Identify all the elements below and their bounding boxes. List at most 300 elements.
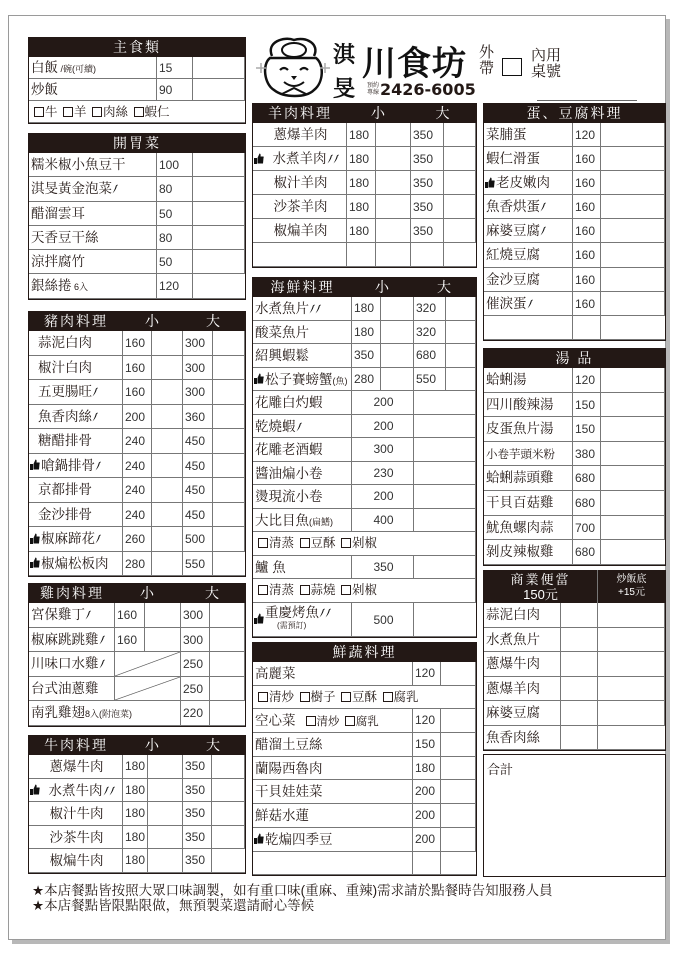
appetizer-section [28, 133, 246, 300]
item-price: 380 [573, 442, 601, 467]
vegetable-section [252, 642, 477, 876]
qty-cell[interactable] [601, 195, 665, 219]
large-price: 450 [183, 478, 213, 503]
item-price: 150 [573, 417, 601, 442]
dine-in-line-1: 內用 [531, 47, 562, 64]
qty-large-cell[interactable] [444, 147, 476, 171]
qty-large-cell[interactable] [213, 454, 245, 479]
qty-cell[interactable] [601, 147, 665, 171]
option-checkbox[interactable] [34, 107, 44, 117]
qty-small-cell[interactable] [148, 755, 183, 779]
qty-cell[interactable] [441, 780, 476, 804]
qty-large-cell[interactable] [444, 123, 476, 147]
qty-small-cell[interactable] [376, 219, 411, 243]
fried-rice-price: +15元 [618, 587, 645, 598]
option-checkbox[interactable] [383, 692, 393, 702]
item-price: 500 [352, 603, 414, 637]
item-name-text: 台式油蔥雞 [31, 680, 99, 696]
item-name [29, 652, 115, 677]
qty-cell[interactable] [601, 516, 665, 541]
item-name-text: 四川酸辣湯 [486, 396, 554, 412]
item-price: 90 [157, 79, 193, 101]
item-name [253, 219, 347, 243]
qty-large-cell[interactable] [213, 503, 245, 528]
qty-cell[interactable] [193, 153, 245, 177]
options-row [253, 686, 476, 710]
qty-large-cell[interactable] [446, 344, 476, 368]
item-name [253, 415, 352, 439]
large-price: 500 [183, 527, 213, 552]
item-name-text: 醋溜土豆絲 [255, 737, 323, 753]
small-price: 180 [347, 219, 376, 243]
fried-rice-cell[interactable] [598, 603, 665, 628]
qty-cell[interactable] [441, 804, 476, 828]
option-checkbox[interactable] [300, 538, 310, 548]
qty-small-cell[interactable] [148, 779, 183, 803]
qty-large-cell[interactable] [444, 219, 476, 243]
item-name-text: 椒汁白肉 [38, 359, 92, 375]
blank-cell[interactable] [253, 852, 413, 876]
item-price: 160 [573, 268, 601, 292]
blank-cell[interactable] [253, 243, 347, 267]
qty-cell[interactable] [601, 393, 665, 418]
large-price: 350 [183, 849, 212, 873]
qty-cell[interactable] [414, 509, 476, 533]
qty-small-cell[interactable] [152, 405, 183, 430]
item-name-text: 椒煸牛肉 [49, 853, 104, 869]
total-label: 合計 [487, 762, 514, 777]
item-name [29, 527, 123, 552]
item-name-text: 菜脯蛋 [486, 127, 527, 142]
qty-cell[interactable] [414, 556, 476, 580]
option-checkbox[interactable] [345, 716, 355, 726]
qty-small-cell[interactable] [152, 356, 183, 381]
qty-cell[interactable] [561, 726, 598, 751]
item-name [484, 147, 573, 171]
fried-rice-cell[interactable] [598, 726, 665, 751]
no-small-portion [115, 677, 181, 702]
option-checkbox[interactable] [63, 107, 73, 117]
qty-large-cell[interactable] [210, 628, 245, 653]
spicy-chili-icon [95, 461, 101, 471]
qty-cell[interactable] [193, 79, 245, 101]
takeout-checkbox[interactable] [502, 58, 522, 76]
qty-small-cell[interactable] [152, 503, 183, 528]
item-name-text: 高麗菜 [255, 666, 296, 681]
item-name [29, 202, 157, 226]
qty-cell[interactable] [414, 485, 476, 509]
total-box[interactable] [483, 754, 666, 877]
item-price: 700 [573, 516, 601, 541]
small-price: 180 [347, 171, 376, 195]
qty-cell[interactable] [561, 603, 598, 628]
item-name [484, 268, 573, 292]
option-checkbox[interactable] [341, 692, 351, 702]
item-name-text: 金沙豆腐 [486, 271, 540, 287]
item-price: 200 [352, 415, 414, 439]
qty-small-cell[interactable] [381, 344, 414, 368]
section-header: 羊肉料理 [253, 103, 347, 123]
mascot-logo-icon [254, 34, 332, 100]
large-price: 320 [414, 297, 446, 321]
item-name [484, 368, 573, 393]
qty-small-cell[interactable] [145, 628, 181, 653]
small-price: 240 [123, 429, 152, 454]
qty-large-cell[interactable] [213, 356, 245, 381]
item-name [253, 297, 352, 321]
blank-cell[interactable] [411, 243, 444, 267]
qty-small-cell[interactable] [148, 849, 183, 873]
small-price: 260 [123, 527, 152, 552]
fried-rice-cell[interactable] [598, 701, 665, 726]
qty-small-cell[interactable] [145, 603, 181, 628]
small-header: 小 [123, 311, 183, 331]
phone-label [367, 83, 379, 97]
section-header: 湯 品 [484, 348, 665, 368]
item-name-text: 水煮魚片 [486, 631, 540, 647]
qty-cell[interactable] [601, 243, 665, 267]
blank-cell[interactable] [573, 316, 601, 340]
spicy-chili-icon [95, 534, 101, 544]
qty-large-cell[interactable] [212, 826, 245, 850]
qty-cell[interactable] [414, 415, 476, 439]
large-price: 300 [183, 380, 213, 405]
qty-small-cell[interactable] [152, 478, 183, 503]
option-checkbox[interactable] [134, 107, 144, 117]
qty-small-cell[interactable] [152, 454, 183, 479]
item-name-text: 水煮牛肉 [48, 782, 103, 798]
item-name [484, 171, 573, 195]
item-name-text: 魚香肉絲 [486, 729, 540, 745]
item-price: 150 [573, 393, 601, 418]
item-name-text: 椒煸松板肉 [41, 555, 109, 571]
item-price: 80 [157, 177, 193, 201]
qty-large-cell[interactable] [213, 331, 245, 356]
item-name [29, 380, 123, 405]
qty-large-cell[interactable] [444, 171, 476, 195]
qty-small-cell[interactable] [148, 802, 183, 826]
qty-cell[interactable] [441, 662, 476, 686]
qty-cell[interactable] [601, 123, 665, 147]
qty-cell[interactable] [193, 177, 245, 201]
item-name-text: 皮蛋魚片湯 [486, 421, 554, 437]
bento-section [483, 570, 666, 751]
recommended-thumb-icon [30, 784, 40, 795]
item-price: 120 [573, 123, 601, 147]
qty-cell[interactable] [601, 219, 665, 243]
recommended-thumb-icon [30, 459, 40, 470]
option-label: 腐乳 [393, 689, 419, 704]
small-price: 180 [123, 802, 148, 826]
pork-section [28, 311, 246, 577]
item-price: 160 [573, 171, 601, 195]
item-name [29, 429, 123, 454]
qty-cell[interactable] [414, 603, 476, 637]
item-name [29, 552, 123, 577]
small-price: 280 [352, 368, 381, 392]
item-name-text: 鱸 魚 [255, 559, 286, 575]
lamb-section [252, 103, 477, 268]
item-name-text: 老皮嫩肉 [496, 175, 550, 191]
item-name-text: 小卷芋頭米粉 [486, 448, 555, 461]
item-price: 160 [573, 292, 601, 316]
spicy-chili-icon [112, 184, 118, 194]
qty-small-cell[interactable] [152, 429, 183, 454]
brand-char-1: 淇 [333, 42, 356, 68]
option-checkbox[interactable] [341, 538, 351, 548]
blank-cell[interactable] [484, 316, 573, 340]
qty-large-cell[interactable] [446, 321, 476, 345]
qty-large-cell[interactable] [212, 849, 245, 873]
item-subnote: (需預訂) [277, 620, 307, 630]
item-name-text: 嗆鍋排骨 [41, 457, 95, 473]
item-name-text: 魷魚螺肉蒜 [486, 519, 554, 535]
qty-large-cell[interactable] [213, 380, 245, 405]
qty-cell[interactable] [561, 677, 598, 702]
egg-tofu-section [483, 103, 666, 341]
qty-small-cell[interactable] [376, 195, 411, 219]
large-header: 大 [411, 103, 476, 123]
blank-cell[interactable] [347, 243, 376, 267]
qty-cell[interactable] [414, 391, 476, 415]
item-name [29, 677, 115, 702]
qty-cell[interactable] [601, 417, 665, 442]
large-price: 320 [414, 321, 446, 345]
large-price: 450 [183, 454, 213, 479]
qty-large-cell[interactable] [213, 552, 245, 577]
qty-cell[interactable] [193, 202, 245, 226]
item-name [29, 849, 123, 873]
item-name [484, 417, 573, 442]
option-label: 清炒 [269, 689, 295, 704]
item-name-text: 松子賽螃蟹 [265, 371, 333, 387]
item-name [253, 368, 352, 392]
small-price: 180 [352, 297, 381, 321]
item-name [484, 677, 561, 702]
options-row [29, 101, 245, 123]
qty-small-cell[interactable] [376, 147, 411, 171]
item-name-text: 水煮羊肉 [272, 151, 327, 166]
item-name-text: 銀絲捲 [31, 278, 72, 294]
item-name [29, 628, 115, 653]
qty-cell[interactable] [193, 250, 245, 274]
large-price: 300 [181, 603, 210, 628]
item-name-text: 大比目魚 [255, 512, 309, 528]
item-price: 680 [573, 540, 601, 565]
item-price: 230 [352, 462, 414, 486]
option-label: 腐乳 [355, 716, 379, 729]
qty-cell[interactable] [414, 438, 476, 462]
large-header: 大 [181, 583, 245, 603]
option-checkbox[interactable] [258, 692, 268, 702]
qty-cell[interactable] [193, 57, 245, 79]
qty-cell[interactable] [601, 442, 665, 467]
item-name [29, 779, 123, 803]
table-number-field[interactable] [537, 100, 637, 101]
options-row [253, 532, 476, 556]
item-price: 120 [157, 274, 193, 298]
item-name [484, 292, 573, 316]
small-price: 180 [123, 826, 148, 850]
item-note: /碗(可續) [58, 64, 96, 74]
qty-small-cell[interactable] [152, 380, 183, 405]
item-name-text: 糖醋排骨 [38, 433, 92, 448]
item-price: 160 [573, 195, 601, 219]
brand-char-2: 旻 [333, 76, 356, 102]
qty-cell[interactable] [601, 540, 665, 565]
qty-cell[interactable] [193, 274, 245, 298]
qty-large-cell[interactable] [210, 603, 245, 628]
option-label: 蝦仁 [144, 105, 170, 119]
item-price: 120 [413, 709, 441, 733]
item-price: 50 [157, 250, 193, 274]
qty-cell[interactable] [414, 462, 476, 486]
spicy-chili-icon [92, 412, 98, 422]
qty-cell[interactable] [441, 828, 476, 852]
recommended-thumb-icon [254, 153, 264, 164]
item-name [253, 438, 352, 462]
item-name-text: 麻婆豆腐 [486, 223, 540, 239]
large-price: 350 [183, 779, 212, 803]
option-checkbox[interactable] [300, 585, 310, 595]
option-label: 剁椒 [352, 536, 378, 550]
options-row [253, 579, 476, 603]
option-checkbox[interactable] [306, 716, 316, 726]
qty-large-cell[interactable] [210, 652, 245, 677]
item-price: 200 [413, 828, 441, 852]
qty-small-cell[interactable] [376, 171, 411, 195]
qty-small-cell[interactable] [376, 123, 411, 147]
qty-cell[interactable] [601, 171, 665, 195]
item-name-text: 椒汁牛肉 [49, 806, 104, 822]
item-name [253, 804, 413, 828]
item-price: 200 [352, 485, 414, 509]
item-name [484, 442, 573, 467]
qty-small-cell[interactable] [381, 297, 414, 321]
blank-cell[interactable] [444, 243, 476, 267]
footer-notes [32, 883, 553, 913]
item-name [253, 462, 352, 486]
spicy-chili-icon [325, 608, 331, 618]
option-checkbox[interactable] [92, 107, 102, 117]
item-name [253, 733, 413, 757]
item-name-text: 重慶烤魚 [265, 604, 319, 620]
qty-cell[interactable] [601, 368, 665, 393]
qty-large-cell[interactable] [212, 755, 245, 779]
item-name [253, 780, 413, 804]
item-name-text: 催淚蛋 [486, 295, 527, 311]
qty-cell[interactable] [193, 226, 245, 250]
large-price: 350 [411, 123, 444, 147]
qty-small-cell[interactable] [152, 527, 183, 552]
qty-large-cell[interactable] [212, 779, 245, 803]
qty-small-cell[interactable] [152, 331, 183, 356]
qty-large-cell[interactable] [444, 195, 476, 219]
qty-small-cell[interactable] [148, 826, 183, 850]
item-name [484, 652, 561, 677]
blank-cell[interactable] [441, 852, 476, 876]
qty-cell[interactable] [441, 733, 476, 757]
qty-small-cell[interactable] [381, 368, 414, 392]
qty-cell[interactable] [601, 292, 665, 316]
qty-cell[interactable] [601, 491, 665, 516]
qty-large-cell[interactable] [210, 677, 245, 702]
small-price: 160 [123, 380, 152, 405]
item-price: 400 [352, 509, 414, 533]
qty-large-cell[interactable] [213, 405, 245, 430]
item-name [484, 603, 561, 628]
fried-rice-cell[interactable] [598, 628, 665, 653]
qty-large-cell[interactable] [212, 802, 245, 826]
item-note: 8入(附泡菜) [85, 709, 132, 720]
qty-cell[interactable] [441, 757, 476, 781]
item-note: 6入 [71, 282, 89, 293]
option-checkbox[interactable] [258, 585, 268, 595]
qty-cell[interactable] [561, 628, 598, 653]
item-name [253, 171, 347, 195]
blank-cell[interactable] [601, 316, 665, 340]
qty-cell[interactable] [601, 466, 665, 491]
option-label: 羊 [74, 105, 87, 119]
blank-cell[interactable] [376, 243, 411, 267]
option-checkbox[interactable] [258, 538, 268, 548]
item-name [29, 478, 123, 503]
qty-small-cell[interactable] [152, 552, 183, 577]
qty-large-cell[interactable] [210, 701, 245, 726]
large-price: 680 [414, 344, 446, 368]
item-name [253, 757, 413, 781]
qty-cell[interactable] [561, 652, 598, 677]
item-name-text: 紹興蝦鬆 [255, 348, 309, 363]
item-name-text: 南乳雞翅 [31, 705, 85, 721]
item-name-text: 干貝娃娃菜 [255, 784, 323, 800]
item-price: 200 [413, 780, 441, 804]
qty-large-cell[interactable] [213, 527, 245, 552]
option-label: 清蒸 [269, 583, 295, 597]
item-price: 160 [573, 243, 601, 267]
qty-cell[interactable] [441, 709, 476, 733]
option-label: 牛 [45, 105, 58, 119]
spicy-chili-icon [109, 786, 115, 796]
qty-small-cell[interactable] [381, 321, 414, 345]
item-name-text: 紅燒豆腐 [486, 247, 540, 263]
fried-rice-cell[interactable] [598, 677, 665, 702]
item-name [484, 701, 561, 726]
qty-large-cell[interactable] [446, 297, 476, 321]
small-header: 小 [123, 735, 183, 755]
fried-rice-cell[interactable] [598, 652, 665, 677]
qty-large-cell[interactable] [446, 368, 476, 392]
option-checkbox[interactable] [341, 585, 351, 595]
small-price: 180 [347, 147, 376, 171]
item-name-text: 沙茶牛肉 [49, 829, 104, 845]
small-price: 180 [347, 123, 376, 147]
qty-cell[interactable] [601, 268, 665, 292]
item-name-text: 花雕白灼蝦 [255, 395, 323, 410]
soup-section [483, 348, 666, 566]
qty-large-cell[interactable] [213, 478, 245, 503]
qty-cell[interactable] [561, 701, 598, 726]
blank-cell[interactable] [413, 852, 441, 876]
item-name [29, 356, 123, 381]
chicken-section [28, 583, 246, 727]
item-name-text: 沙茶羊肉 [273, 199, 328, 214]
item-name [29, 603, 115, 628]
option-checkbox[interactable] [300, 692, 310, 702]
large-price: 300 [183, 331, 213, 356]
item-name-text: 乾煸四季豆 [265, 831, 333, 847]
qty-large-cell[interactable] [213, 429, 245, 454]
